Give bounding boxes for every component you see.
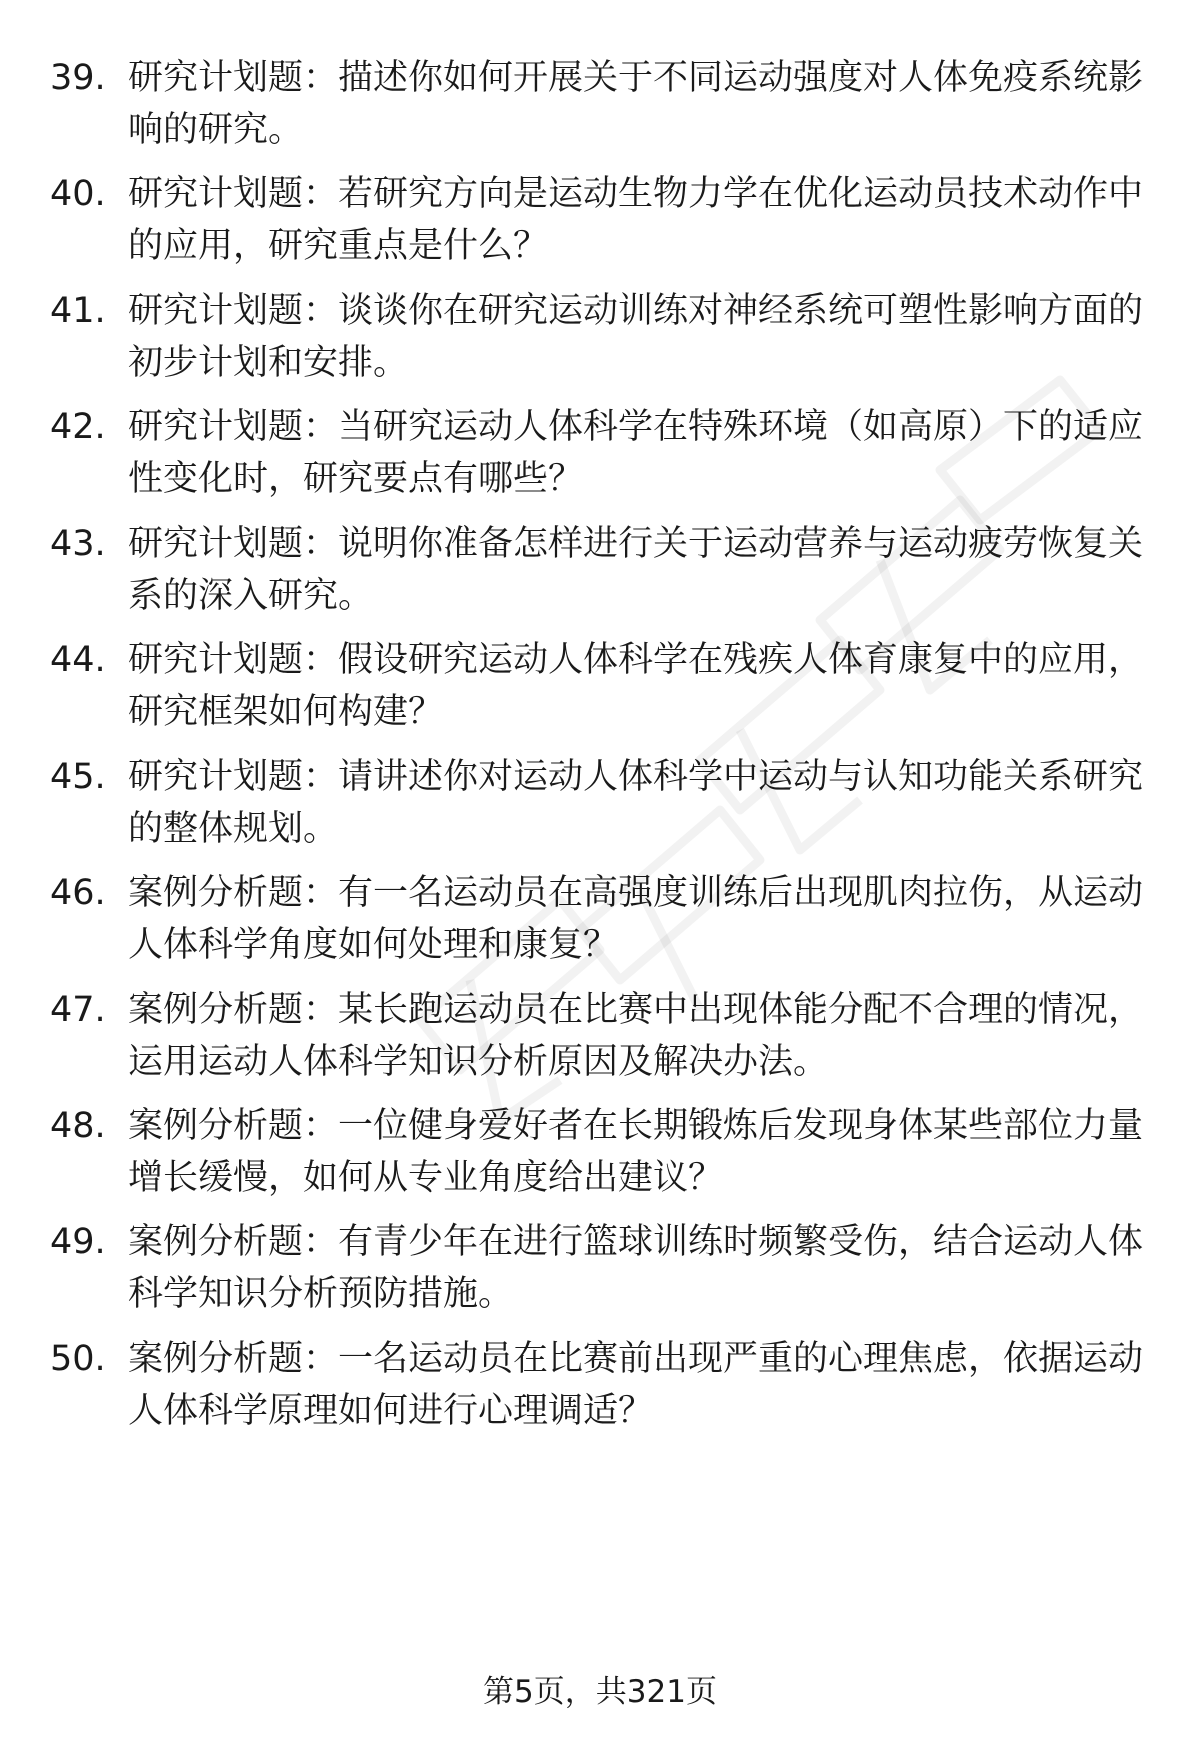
question-text: 案例分析题：有一名运动员在高强度训练后出现肌肉拉伤，从运动人体科学角度如何处理和康复？ (128, 873, 1144, 965)
question-number: 48. (50, 1106, 106, 1146)
question-number: 43. (50, 524, 106, 564)
question-text: 研究计划题：假设研究运动人体科学在残疾人体育康复中的应用，研究框架如何构建？ (128, 640, 1144, 732)
question-text: 案例分析题：一位健身爱好者在长期锻炼后发现身体某些部位力量增长缓慢，如何从专业角度给出建议？ (128, 1106, 1144, 1198)
question-item (0, 518, 1200, 638)
question-number: 42. (50, 407, 106, 447)
question-text: 研究计划题：描述你如何开展关于不同运动强度对人体免疫系统影响的研究。 (128, 58, 1144, 150)
question-item (0, 52, 1200, 172)
question-item (0, 401, 1200, 521)
question-number: 44. (50, 640, 106, 680)
question-number: 46. (50, 873, 106, 913)
question-text: 研究计划题：请讲述你对运动人体科学中运动与认知功能关系研究的整体规划。 (128, 757, 1144, 849)
question-number: 49. (50, 1222, 106, 1262)
page-number-footer: 第5页，共321页 (483, 1674, 717, 1710)
question-item (0, 634, 1200, 754)
question-text: 案例分析题：一名运动员在比赛前出现严重的心理焦虑，依据运动人体科学原理如何进行心理调适？ (128, 1339, 1144, 1431)
question-number: 39. (50, 58, 106, 98)
question-item (0, 1333, 1200, 1453)
question-number: 41. (50, 291, 106, 331)
question-text: 研究计划题：谈谈你在研究运动训练对神经系统可塑性影响方面的初步计划和安排。 (128, 291, 1144, 383)
question-text: 研究计划题：当研究运动人体科学在特殊环境（如高原）下的适应性变化时，研究要点有哪些？ (128, 407, 1144, 499)
question-number: 47. (50, 990, 106, 1030)
question-item (0, 285, 1200, 405)
question-item (0, 1216, 1200, 1336)
question-text: 研究计划题：若研究方向是运动生物力学在优化运动员技术动作中的应用，研究重点是什么？ (128, 174, 1144, 266)
question-item (0, 984, 1200, 1104)
question-item (0, 867, 1200, 987)
question-item (0, 1100, 1200, 1220)
question-number: 40. (50, 174, 106, 214)
question-text: 案例分析题：有青少年在进行篮球训练时频繁受伤，结合运动人体科学知识分析预防措施。 (128, 1222, 1144, 1314)
question-number: 50. (50, 1339, 106, 1379)
question-item (0, 168, 1200, 288)
question-text: 案例分析题：某长跑运动员在比赛中出现体能分配不合理的情况，运用运动人体科学知识分析原因及解决办法。 (128, 990, 1144, 1082)
question-item (0, 751, 1200, 871)
question-text: 研究计划题：说明你准备怎样进行关于运动营养与运动疲劳恢复关系的深入研究。 (128, 524, 1144, 616)
question-number: 45. (50, 757, 106, 797)
